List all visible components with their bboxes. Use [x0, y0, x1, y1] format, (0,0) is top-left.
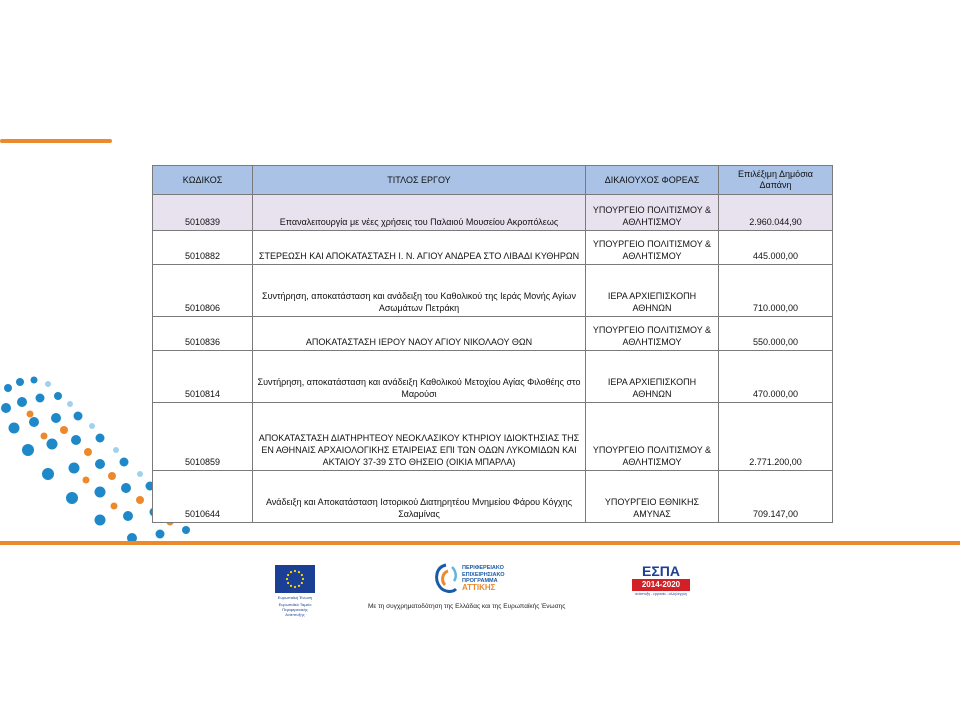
- eu-caption: Ευρωπαϊκή Ένωση: [277, 595, 313, 600]
- cell-beneficiary: ΙΕΡΑ ΑΡΧΙΕΠΙΣΚΟΠΗ ΑΘΗΝΩΝ: [586, 351, 719, 403]
- espa-name: ΕΣΠΑ: [632, 563, 690, 579]
- cell-code: 5010806: [153, 265, 253, 317]
- cell-beneficiary: ΥΠΟΥΡΓΕΙΟ ΕΘΝΙΚΗΣ ΑΜΥΝΑΣ: [586, 471, 719, 523]
- espa-logo: [632, 563, 690, 609]
- projects-table: [152, 165, 833, 523]
- cell-beneficiary: ΙΕΡΑ ΑΡΧΙΕΠΙΣΚΟΠΗ ΑΘΗΝΩΝ: [586, 265, 719, 317]
- pep-line3: ΠΡΟΓΡΑΜΜΑ: [462, 578, 498, 584]
- cell-code: 5010882: [153, 231, 253, 265]
- espa-motto: ανάπτυξη - εργασία - αλληλεγγύη: [635, 592, 687, 596]
- table-row: [153, 471, 833, 523]
- footer-logos: [0, 555, 960, 625]
- espa-years: 2014-2020: [632, 579, 690, 591]
- top-accent-line: [0, 139, 112, 143]
- header-title: ΤΙΤΛΟΣ ΕΡΓΟΥ: [253, 166, 586, 195]
- cell-title: ΣΤΕΡΕΩΣΗ ΚΑΙ ΑΠΟΚΑΤΑΣΤΑΣΗ Ι. Ν. ΑΓΙΟΥ ΑΝΔΡΕΑ ΣΤΟ ΛΙΒΑΔΙ ΚΥΘΗΡΩΝ: [253, 231, 586, 265]
- cell-code: 5010814: [153, 351, 253, 403]
- cell-beneficiary: ΥΠΟΥΡΓΕΙΟ ΠΟΛΙΤΙΣΜΟΥ & ΑΘΛΗΤΙΣΜΟΥ: [586, 403, 719, 471]
- cell-code: 5010859: [153, 403, 253, 471]
- table-header-row: [153, 166, 833, 195]
- header-amount: Επιλέξιμη Δημόσια Δαπάνη: [719, 166, 833, 195]
- bottom-accent-line: [0, 541, 960, 545]
- table-row: [153, 265, 833, 317]
- header-code: ΚΩΔΙΚΟΣ: [153, 166, 253, 195]
- header-beneficiary: ΔΙΚΑΙΟΥΧΟΣ ΦΟΡΕΑΣ: [586, 166, 719, 195]
- cell-title: ΑΠΟΚΑΤΑΣΤΑΣΗ ΙΕΡΟΥ ΝΑΟΥ ΑΓΙΟΥ ΝΙΚΟΛΑΟΥ ΘΩΝ: [253, 317, 586, 351]
- cell-amount: 710.000,00: [719, 265, 833, 317]
- pep-swirl-icon: [432, 561, 460, 595]
- pep-line4: ΑΤΤΙΚΗΣ: [462, 582, 496, 592]
- cell-amount: 2.960.044,90: [719, 195, 833, 231]
- cell-title: Συντήρηση, αποκατάσταση και ανάδειξη του Καθολικού της Ιεράς Μονής Αγίων Ασωμάτων Πετράκη: [253, 265, 586, 317]
- cell-code: 5010644: [153, 471, 253, 523]
- cell-beneficiary: ΥΠΟΥΡΓΕΙΟ ΠΟΛΙΤΙΣΜΟΥ & ΑΘΛΗΤΙΣΜΟΥ: [586, 317, 719, 351]
- eu-logo: [275, 565, 315, 617]
- cell-title: Ανάδειξη και Αποκατάσταση Ιστορικού Διατηρητέου Μνημείου Φάρου Κόγχης Σαλαμίνας: [253, 471, 586, 523]
- eu-subcaption: Ευρωπαϊκό Ταμείο Περιφερειακής Ανάπτυξης: [278, 602, 312, 617]
- eu-flag-icon: [275, 565, 315, 593]
- cell-amount: 709.147,00: [719, 471, 833, 523]
- pep-line2: ΕΠΙΧΕΙΡΗΣΙΑΚΟ: [462, 571, 505, 578]
- cell-amount: 445.000,00: [719, 231, 833, 265]
- table-row: [153, 231, 833, 265]
- cell-amount: 470.000,00: [719, 351, 833, 403]
- cell-code: 5010839: [153, 195, 253, 231]
- cofunding-text: Με τη συγχρηματοδότηση της Ελλάδας και της Ευρωπαϊκής Ένωσης: [368, 603, 566, 610]
- pep-attica-logo: [432, 561, 522, 607]
- cell-title: Επαναλειτουργία με νέες χρήσεις του Παλαιού Μουσείου Ακροπόλεως: [253, 195, 586, 231]
- cell-beneficiary: ΥΠΟΥΡΓΕΙΟ ΠΟΛΙΤΙΣΜΟΥ & ΑΘΛΗΤΙΣΜΟΥ: [586, 195, 719, 231]
- table-row: [153, 403, 833, 471]
- cell-beneficiary: ΥΠΟΥΡΓΕΙΟ ΠΟΛΙΤΙΣΜΟΥ & ΑΘΛΗΤΙΣΜΟΥ: [586, 231, 719, 265]
- table-row: [153, 317, 833, 351]
- table-row: [153, 195, 833, 231]
- pep-line1: ΠΕΡΙΦΕΡΕΙΑΚΟ: [462, 565, 504, 571]
- cell-title: Συντήρηση, αποκατάσταση και ανάδειξη Καθολικού Μετοχίου Αγίας Φιλοθέης στο Μαρούσι: [253, 351, 586, 403]
- table-row: [153, 351, 833, 403]
- cell-code: 5010836: [153, 317, 253, 351]
- cell-title: ΑΠΟΚΑΤΑΣΤΑΣΗ ΔΙΑΤΗΡΗΤΕΟΥ ΝΕΟΚΛΑΣΙΚΟΥ ΚΤΗΡΙΟΥ ΙΔΙΟΚΤΗΣΙΑΣ ΤΗΣ ΕΝ ΑΘΗΝΑΙΣ ΑΡΧΑΙΟΛΟΓΙΚΗΣ ΕΤΑΙΡΕΙΑΣ ΕΠΙ ΤΩΝ ΟΔΩΝ ΛΥΚΟΜΙΔΩΝ ΚΑΙ ΑΚΤΑΙΟΥ 37-39 ΣΤΟ ΘΗΣΕΙΟ (ΟΙΚΙΑ ΜΠΑΡΛΑ): [253, 403, 586, 471]
- cell-amount: 550.000,00: [719, 317, 833, 351]
- cell-amount: 2.771.200,00: [719, 403, 833, 471]
